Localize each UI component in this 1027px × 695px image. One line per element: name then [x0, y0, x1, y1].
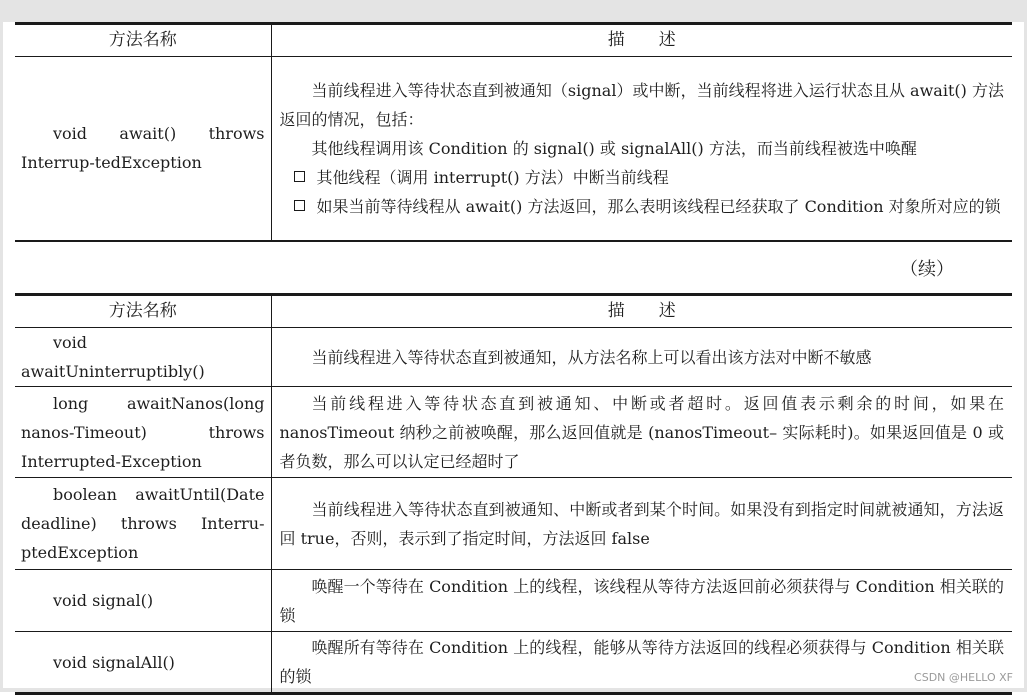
condition-methods-table-continued	[15, 293, 1012, 695]
header-description: 描 述	[271, 295, 1012, 328]
bullet-text: 其他线程（调用 interrupt() 方法）中断当前线程	[316, 167, 669, 187]
continued-label: （续）	[900, 259, 954, 280]
table-row	[15, 387, 1012, 478]
table-header-row	[15, 24, 1012, 57]
checkbox-bullet-icon	[294, 171, 305, 182]
table-row	[15, 570, 1012, 632]
method-name-cell: void awaitUninterruptibly()	[15, 328, 271, 387]
description-cell: 唤醒所有等待在 Condition 上的线程，能够从等待方法返回的线程必须获得与 Condition 相关联的锁	[271, 632, 1012, 694]
description-bullet	[280, 163, 1005, 192]
method-name-cell: void signalAll()	[15, 632, 271, 694]
watermark: CSDN @HELLO XF	[914, 671, 1013, 684]
method-name-cell: long awaitNanos(long nanos-Timeout) throws Interrupted-Exception	[15, 387, 271, 478]
table-row	[15, 328, 1012, 387]
table-row	[15, 632, 1012, 694]
description-cell: 当前线程进入等待状态直到被通知，从方法名称上可以看出该方法对中断不敏感	[271, 328, 1012, 387]
table-row	[15, 478, 1012, 570]
header-method-name: 方法名称	[15, 24, 271, 57]
bullet-text: 如果当前等待线程从 await() 方法返回，那么表明该线程已经获取了 Condition 对象所对应的锁	[316, 196, 1001, 216]
description-cell	[271, 57, 1012, 241]
frame-top-border	[0, 0, 1027, 22]
frame-left-border	[0, 0, 3, 692]
description-cell: 唤醒一个等待在 Condition 上的线程，该线程从等待方法返回前必须获得与 Condition 相关联的锁	[271, 570, 1012, 632]
description-bullet	[280, 192, 1005, 221]
method-name-cell: boolean awaitUntil(Date deadline) throws Interru-ptedException	[15, 478, 271, 570]
description-cell: 当前线程进入等待状态直到被通知、中断或者到某个时间。如果没有到指定时间就被通知，方法返回 true，否则，表示到了指定时间，方法返回 false	[271, 478, 1012, 570]
checkbox-bullet-icon	[294, 200, 305, 211]
method-name-cell: void await() throws Interrup-tedException	[15, 57, 271, 241]
description-cell: 当前线程进入等待状态直到被通知、中断或者超时。返回值表示剩余的时间，如果在 nanosTimeout 纳秒之前被唤醒，那么返回值就是 (nanosTimeout– 实际耗时)。如果返回值是 0 或者负数，那么可以认定已经超时了	[271, 387, 1012, 478]
description-intro: 当前线程进入等待状态直到被通知（signal）或中断，当前线程将进入运行状态且从 await() 方法返回的情况，包括：	[279, 80, 1004, 129]
description-item: 其他线程调用该 Condition 的 signal() 或 signalAll() 方法，而当前线程被选中唤醒	[311, 138, 917, 158]
table-row	[15, 57, 1012, 241]
condition-await-table	[15, 22, 1012, 242]
table-header-row	[15, 295, 1012, 328]
header-method-name: 方法名称	[15, 295, 271, 328]
method-name-cell: void signal()	[15, 570, 271, 632]
header-description: 描 述	[271, 24, 1012, 57]
